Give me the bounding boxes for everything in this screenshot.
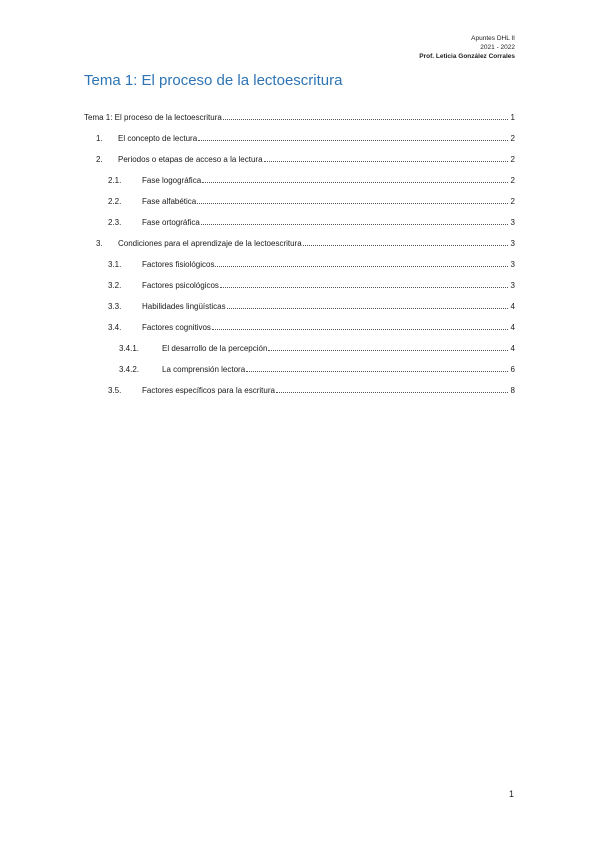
toc-entry[interactable]: [84, 362, 515, 374]
toc-leader-dots: [215, 265, 508, 267]
document-title: Tema 1: El proceso de la lectoescritura: [84, 72, 343, 89]
toc-entry-label: El desarrollo de la percepción: [162, 344, 268, 353]
toc-entry-page: 6: [510, 365, 515, 374]
toc-entry-label: Tema 1: El proceso de la lectoescritura: [84, 113, 222, 122]
header-professor: Prof. Leticia González Corrales: [419, 53, 515, 60]
toc-entry[interactable]: [84, 341, 515, 353]
toc-entry[interactable]: [84, 173, 515, 185]
toc-entry[interactable]: [84, 131, 515, 143]
toc-entry-label: La comprensión lectora: [162, 365, 246, 374]
toc-entry-page: 3: [510, 218, 515, 227]
toc-entry[interactable]: [84, 110, 515, 122]
toc-entry[interactable]: [84, 257, 515, 269]
toc-entry[interactable]: [84, 278, 515, 290]
toc-entry-number: 3.4.2.: [119, 365, 140, 374]
header-course: Apuntes DHL II: [471, 35, 515, 42]
toc-entry-page: 4: [510, 302, 515, 311]
toc-entry[interactable]: [84, 320, 515, 332]
toc-entry-page: 1: [510, 113, 515, 122]
toc-entry-page: 2: [510, 134, 515, 143]
toc-entry[interactable]: [84, 383, 515, 395]
toc-entry[interactable]: [84, 152, 515, 164]
toc-entry-number: 2.: [96, 155, 103, 164]
toc-entry[interactable]: [84, 215, 515, 227]
toc-entry-page: 8: [510, 386, 515, 395]
toc-entry-number: 3.2.: [108, 281, 122, 290]
toc-leader-dots: [212, 328, 508, 330]
toc-entry-label: Factores fisiológicos: [142, 260, 215, 269]
toc-leader-dots: [223, 118, 508, 120]
toc-leader-dots: [197, 202, 508, 204]
toc-entry-label: Periodos o etapas de acceso a la lectura: [118, 155, 263, 164]
page-number: 1: [509, 789, 515, 799]
toc-leader-dots: [198, 139, 508, 141]
toc-leader-dots: [303, 244, 508, 246]
toc-leader-dots: [276, 391, 508, 393]
toc-leader-dots: [201, 223, 508, 225]
toc-entry-number: 1.: [96, 134, 103, 143]
toc-leader-dots: [264, 160, 508, 162]
toc-leader-dots: [246, 370, 508, 372]
toc-entry-page: 4: [510, 323, 515, 332]
toc-entry-page: 2: [510, 155, 515, 164]
toc-entry[interactable]: [84, 194, 515, 206]
toc-entry-page: 3: [510, 281, 515, 290]
toc-entry-number: 2.3.: [108, 218, 122, 227]
toc-entry-number: 3.4.: [108, 323, 122, 332]
toc-entry-label: Factores psicológicos: [142, 281, 219, 290]
toc-entry-label: El concepto de lectura: [118, 134, 198, 143]
toc-leader-dots: [227, 307, 508, 309]
toc-entry-label: Factores específicos para la escritura: [142, 386, 275, 395]
toc-entry-page: 3: [510, 239, 515, 248]
toc-entry[interactable]: [84, 299, 515, 311]
toc-entry-label: Habilidades lingüísticas: [142, 302, 226, 311]
toc-leader-dots: [220, 286, 508, 288]
toc-entry-page: 2: [510, 176, 515, 185]
header-year: 2021 - 2022: [480, 44, 515, 51]
page-header: [419, 34, 515, 61]
toc-entry-label: Fase logográfica: [142, 176, 202, 185]
toc-entry-label: Fase ortográfica: [142, 218, 200, 227]
toc-leader-dots: [268, 349, 508, 351]
toc-entry-page: 3: [510, 260, 515, 269]
toc-entry-number: 3.4.1.: [119, 344, 140, 353]
toc-entry-number: 2.2.: [108, 197, 122, 206]
toc-entry-number: 3.: [96, 239, 103, 248]
toc-leader-dots: [202, 181, 508, 183]
toc-entry-page: 4: [510, 344, 515, 353]
toc-entry-label: Fase alfabética: [142, 197, 197, 206]
toc-entry-number: 3.1.: [108, 260, 122, 269]
toc-entry-label: Factores cognitivos: [142, 323, 211, 332]
toc-entry-number: 3.3.: [108, 302, 122, 311]
toc-entry-label: Condiciones para el aprendizaje de la lectoescritura: [118, 239, 302, 248]
toc-entry[interactable]: [84, 236, 515, 248]
toc-entry-number: 2.1.: [108, 176, 122, 185]
toc-entry-number: 3.5.: [108, 386, 122, 395]
toc-entry-page: 2: [510, 197, 515, 206]
